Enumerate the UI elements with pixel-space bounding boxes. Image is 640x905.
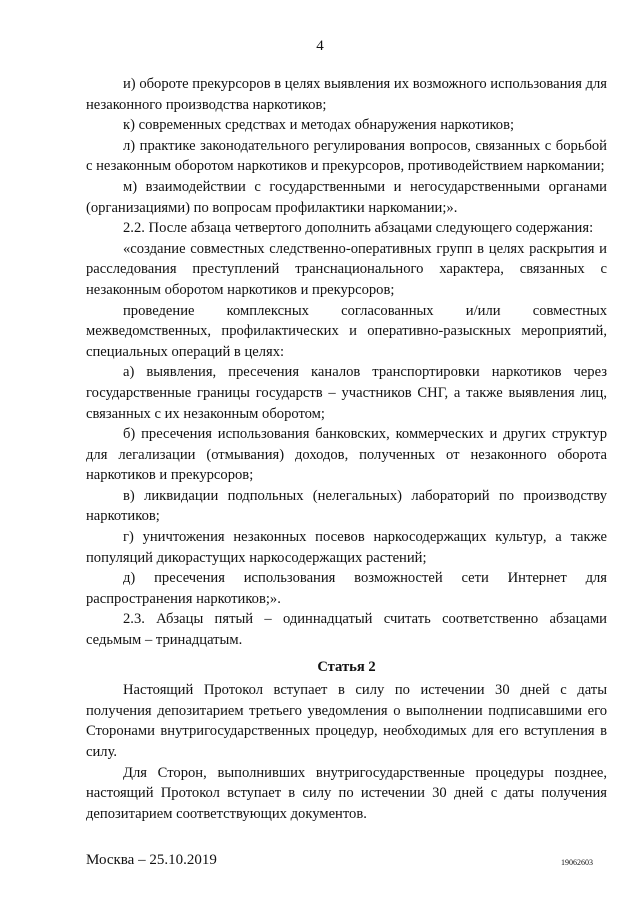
paragraph-i: и) обороте прекурсоров в целях выявления их возможного использования для незаконного производства наркотиков; — [86, 76, 607, 113]
paragraph-v: в) ликвидации подпольных (нелегальных) лабораторий по производству наркотиков; — [86, 487, 607, 525]
paragraph-a: а) выявления, пресечения каналов транспортировки наркотиков через государственные границы государств – участников СНГ, а также выявления лиц, связанных с их незаконным оборотом; — [86, 364, 607, 422]
paragraph-m: м) взаимодействии с государственными и негосударственными органами (организациями) по вопросам профилактики наркомании;». — [86, 178, 607, 216]
paragraph-k: к) современных средствах и методах обнаружения наркотиков; — [123, 117, 515, 134]
paragraph-entry-into-force: Настоящий Протокол вступает в силу по истечении 30 дней с даты получения депозитарием третьего уведомления о выполнении подписавшими его Сторонами внутригосударственных процедур, необходимых для его вступления в силу. — [86, 682, 607, 760]
paragraph-l: л) практике законодательного регулирования вопросов, связанных с борьбой с незаконным оборотом наркотиков и прекурсоров, противодействием наркомании; — [86, 137, 607, 175]
paragraph-operations: проведение комплексных согласованных и/или совместных межведомственных, профилактических и оперативно-разыскных мероприятий, специальных операций в целях: — [86, 302, 607, 360]
paragraph-joint-groups: «создание совместных следственно-оперативных групп в целях раскрытия и расследования преступлений транснационального характера, связанных с незаконным оборотом наркотиков и прекурсоров; — [86, 240, 607, 298]
paragraph-later-parties: Для Сторон, выполнивших внутригосударственные процедуры позднее, настоящий Протокол вступает в силу по истечении 30 дней с даты получения депозитарием соответствующих документов. — [86, 764, 607, 822]
paragraph-g: г) уничтожения незаконных посевов наркосодержащих культур, а также популяций дикорастущих наркосодержащих растений; — [86, 529, 607, 566]
paragraph-b: б) пресечения использования банковских, коммерческих и других структур для легализации (отмывания) доходов, полученных от незаконного оборота наркотиков и прекурсоров; — [86, 426, 607, 484]
paragraph-2-3: 2.3. Абзацы пятый – одиннадцатый считать соответственно абзацами седьмым – тринадцатым. — [86, 611, 607, 649]
place-date: Москва – 25.10.2019 — [86, 852, 217, 868]
page-number: 4 — [316, 38, 324, 54]
article-heading: Статья 2 — [317, 658, 376, 675]
document-body — [86, 74, 607, 824]
document-code: 19062603 — [561, 858, 593, 867]
paragraph-2-2: 2.2. После абзаца четвертого дополнить абзацами следующего содержания: — [123, 220, 594, 237]
paragraph-d: д) пресечения использования возможностей сети Интернет для распространения наркотиков;». — [86, 570, 607, 607]
